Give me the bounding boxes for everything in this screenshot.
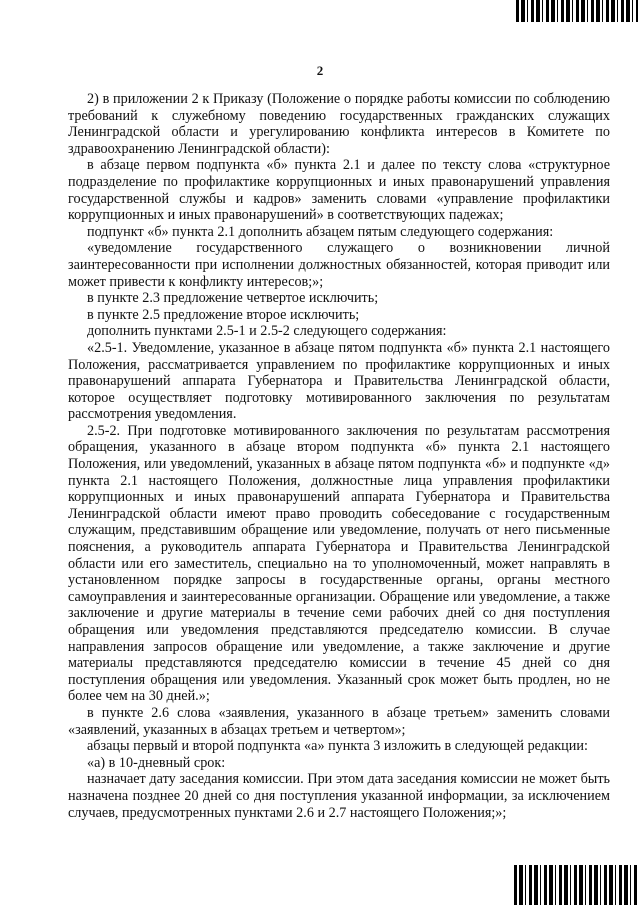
paragraph: 2.5-2. При подготовке мотивированного заключения по результатам рассмотрения обращения, указанного в абзаце втором подпункта «б» пункта 2.1 настоящего Положения, или уведомлений, указанных в абзаце пятом подпункта «б» и подпункте «д» пункта 2.1 настоящего Положения, должностные лица управления профилактики коррупционных и иных правонарушений аппарата Губернатора и Правительства Ленинградской области имеют право проводить собеседование с государственным служащим, представившим обращение или уведомление, получать от него письменные пояснения, а руководитель аппарата Губернатора и Правительства Ленинградской области или его заместитель, специально на то уполномоченный, может направлять в установленном порядке запросы в государственные органы, органы местного самоуправления и заинтересованные организации. Обращение или уведомление, а также заключение и другие материалы в течение семи рабочих дней со дня поступления обращения или уведомления представляются председателю комиссии. В случае направления запросов обращение или уведомление, а также заключение и другие материалы представляются председателю комиссии в течение 45 дней со дня поступления обращения или уведомления. Указанный срок может быть продлен, но не более чем на 30 дней.»; <box>68 422 610 705</box>
paragraph: «а) в 10-дневный срок: <box>87 754 226 771</box>
barcode-top <box>516 0 638 22</box>
paragraph: в абзаце первом подпункта «б» пункта 2.1 и далее по тексту слова «структурное подразделение по профилактике коррупционных и иных правонарушений управления государственной службы и кадров» заменить словами «управление профилактики коррупционных и иных правонарушений» в соответствующих падежах; <box>68 157 610 224</box>
paragraph: «уведомление государственного служащего о возникновении личной заинтересованности при исполнении должностных обязанностей, которая приводит или может привести к конфликту интересов;»; <box>68 240 610 290</box>
paragraph: абзацы первый и второй подпункта «а» пункта 3 изложить в следующей редакции: <box>87 738 588 755</box>
paragraph: «2.5-1. Уведомление, указанное в абзаце пятом подпункта «б» пункта 2.1 настоящего Положения, рассматривается управлением по профилактике коррупционных и иных правонарушений аппарата Губернатора и Правительства Ленинградской области, которое осуществляет подготовку мотивированного заключения по результатам рассмотрения уведомления. <box>68 339 610 423</box>
paragraph: в пункте 2.5 предложение второе исключить; <box>87 306 360 323</box>
paragraph: 2) в приложении 2 к Приказу (Положение о порядке работы комиссии по соблюдению требований к служебному поведению государственных гражданских служащих Ленинградской области и урегулированию конфликта интересов в Комитете по здравоохранению Ленинградской области): <box>68 91 610 157</box>
paragraph: в пункте 2.3 предложение четвертое исключить; <box>87 290 379 307</box>
paragraph: в пункте 2.6 слова «заявления, указанного в абзаце третьем» заменить словами «заявлений, указанных в абзацах третьем и четвертом»; <box>68 704 610 738</box>
barcode-bottom <box>514 865 638 905</box>
paragraph: дополнить пунктами 2.5-1 и 2.5-2 следующего содержания: <box>87 323 447 340</box>
paragraph: подпункт «б» пункта 2.1 дополнить абзацем пятым следующего содержания: <box>87 223 554 240</box>
paragraph: назначает дату заседания комиссии. При этом дата заседания комиссии не может быть назначена позднее 20 дней со дня поступления указанной информации, за исключением случаев, предусмотренных пунктами 2.6 и 2.7 настоящего Положения;»; <box>68 771 610 821</box>
document-body <box>68 91 610 821</box>
page-number: 2 <box>316 63 324 78</box>
